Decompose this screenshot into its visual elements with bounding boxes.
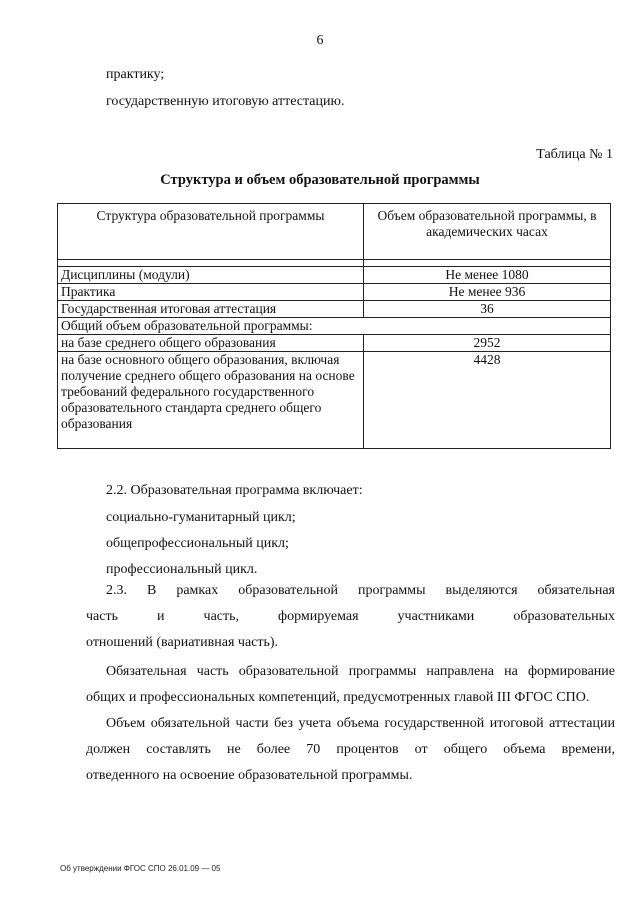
row-value: Не менее 936 — [364, 284, 611, 301]
row-label: Государственная итоговая аттестация — [58, 301, 364, 318]
paragraph-line: Объем обязательной части без учета объема государственной итоговой аттестации — [106, 716, 615, 731]
row-value: Не менее 1080 — [364, 267, 611, 284]
paragraph-line: отведенного на освоение образовательной программы. — [86, 768, 413, 783]
row-label: Общий объем образовательной программы: — [58, 318, 611, 335]
table-spacer-row — [58, 260, 611, 267]
page-number: 6 — [316, 33, 324, 48]
row-label: на базе среднего общего образования — [58, 335, 364, 352]
table-header-volume: Объем образовательной программы, в академических часах — [364, 204, 611, 260]
row-value: 4428 — [364, 352, 611, 449]
row-label: Дисциплины (модули) — [58, 267, 364, 284]
paragraph-line: отношений (вариативная часть). — [86, 635, 279, 650]
section-2-2-item: социально-гуманитарный цикл; — [106, 510, 296, 525]
table-row — [58, 335, 611, 352]
footer-note: Об утверждении ФГОС СПО 26.01.09 — 05 — [60, 864, 221, 873]
row-value: 2952 — [364, 335, 611, 352]
section-2-2-item: общепрофессиональный цикл; — [106, 536, 289, 551]
table-row — [58, 301, 611, 318]
table-row — [58, 267, 611, 284]
row-label: на базе основного общего образования, включая получение среднего общего образования на основе требований федерального государственного образовательного стандарта среднего общего образования — [58, 352, 364, 449]
intro-line-1: практику; — [106, 67, 165, 82]
intro-line-2: государственную итоговую аттестацию. — [106, 94, 345, 109]
paragraph-line: Обязательная часть образовательной программы направлена на формирование — [106, 664, 615, 679]
row-label: Практика — [58, 284, 364, 301]
table-header-row — [58, 204, 611, 260]
paragraph-line: 2.3. В рамках образовательной программы выделяются обязательная — [106, 583, 615, 598]
table-row — [58, 284, 611, 301]
row-value: 36 — [364, 301, 611, 318]
program-structure-table — [57, 203, 611, 449]
table-row — [58, 318, 611, 335]
section-2-2-heading: 2.2. Образовательная программа включает: — [106, 483, 363, 498]
paragraph-line: часть и часть, формируемая участниками образовательных — [86, 609, 615, 624]
table-header-structure: Структура образовательной программы — [58, 204, 364, 260]
paragraph-line: общих и профессиональных компетенций, предусмотренных главой III ФГОС СПО. — [86, 690, 590, 705]
section-2-2-item: профессиональный цикл. — [106, 562, 258, 577]
table-title: Структура и объем образовательной программы — [160, 172, 480, 188]
paragraph-line: должен составлять не более 70 процентов от общего объема времени, — [86, 742, 615, 757]
table-label: Таблица № 1 — [536, 147, 613, 162]
table-row — [58, 352, 611, 449]
